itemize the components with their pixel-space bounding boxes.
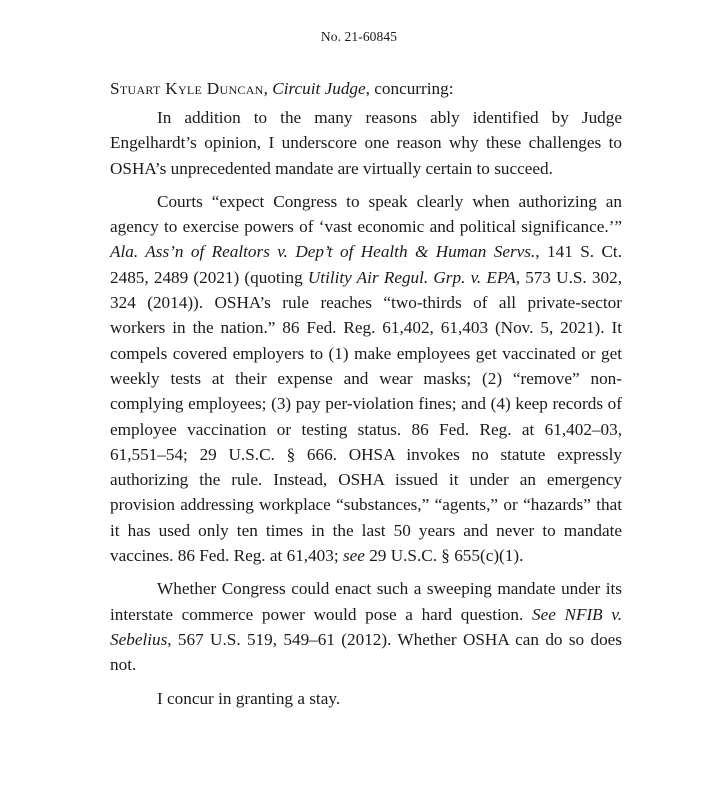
paragraph-2-text-1: Courts “expect Congress to speak clearly when authorizing an agency to exercise powers of ‘vast economic and political significance.’” — [110, 191, 622, 237]
paragraph-2 — [110, 189, 622, 568]
signal-see: see — [342, 546, 365, 566]
citation-nfib: See NFIB v. Sebelius — [110, 604, 622, 649]
paragraph-2-text-2: , 141 S. Ct. 2485, 2489 (2021) (quoting — [110, 242, 622, 287]
docket-number: No. 21-60845 — [320, 29, 398, 44]
opinion-body — [110, 76, 622, 719]
judge-name: Stuart Kyle Duncan — [110, 79, 264, 98]
citation-ala-realtors: Ala. Ass’n of Realtors v. Dep’t of Health & Human Servs. — [110, 242, 536, 262]
judge-title: Circuit Judge — [272, 79, 366, 98]
paragraph-4: I concur in granting a stay. — [157, 688, 341, 708]
author-comma: , — [263, 79, 273, 98]
paragraph-2-text-3: , 573 U.S. 302, 324 (2014)). OSHA’s rule reaches “two-thirds of all private-sector workers in the nation.” 86 Fed. Reg. 61,402, 61,403 (Nov. 5, 2021). It compels covered employers to (1) make employees get vaccinated or get weekly tests at their expense and wear masks; (2) “remove” non-complying employees; (3) pay per-violation fines; and (4) keep records of employee vaccination or testing status. 86 Fed. Reg. at 61,402–03, 61,551–54; 29 U.S.C. § 666. OHSA invokes no statute expressly authorizing the rule. Instead, OSHA issued it under an emergency provision addressing workplace “substances,” “agents,” or “hazards” that it has used only ten times in the last 50 years and never to mandate vaccines. 86 Fed. Reg. at 61,403; — [110, 267, 622, 566]
paragraph-3 — [110, 576, 622, 677]
paragraph-3-text-1: Whether Congress could enact such a sweeping mandate under its interstate commerce power would pose a hard question. — [110, 579, 622, 624]
paragraph-2-text-4: 29 U.S.C. § 655(c)(1). — [364, 546, 524, 566]
paragraph-3-text-2: , 567 U.S. 519, 549–61 (2012). Whether OSHA can do so does not. — [110, 629, 622, 675]
paragraph-1: In addition to the many reasons ably identified by Judge Engelhardt’s opinion, I underscore one reason why these challenges to OSHA’s unprecedented mandate are virtually certain to succeed. — [110, 108, 622, 178]
opinion-type: , concurring: — [365, 79, 454, 98]
citation-utility-air: Utility Air Regul. Grp. v. EPA — [307, 267, 516, 287]
opinion-author-line — [110, 76, 622, 101]
